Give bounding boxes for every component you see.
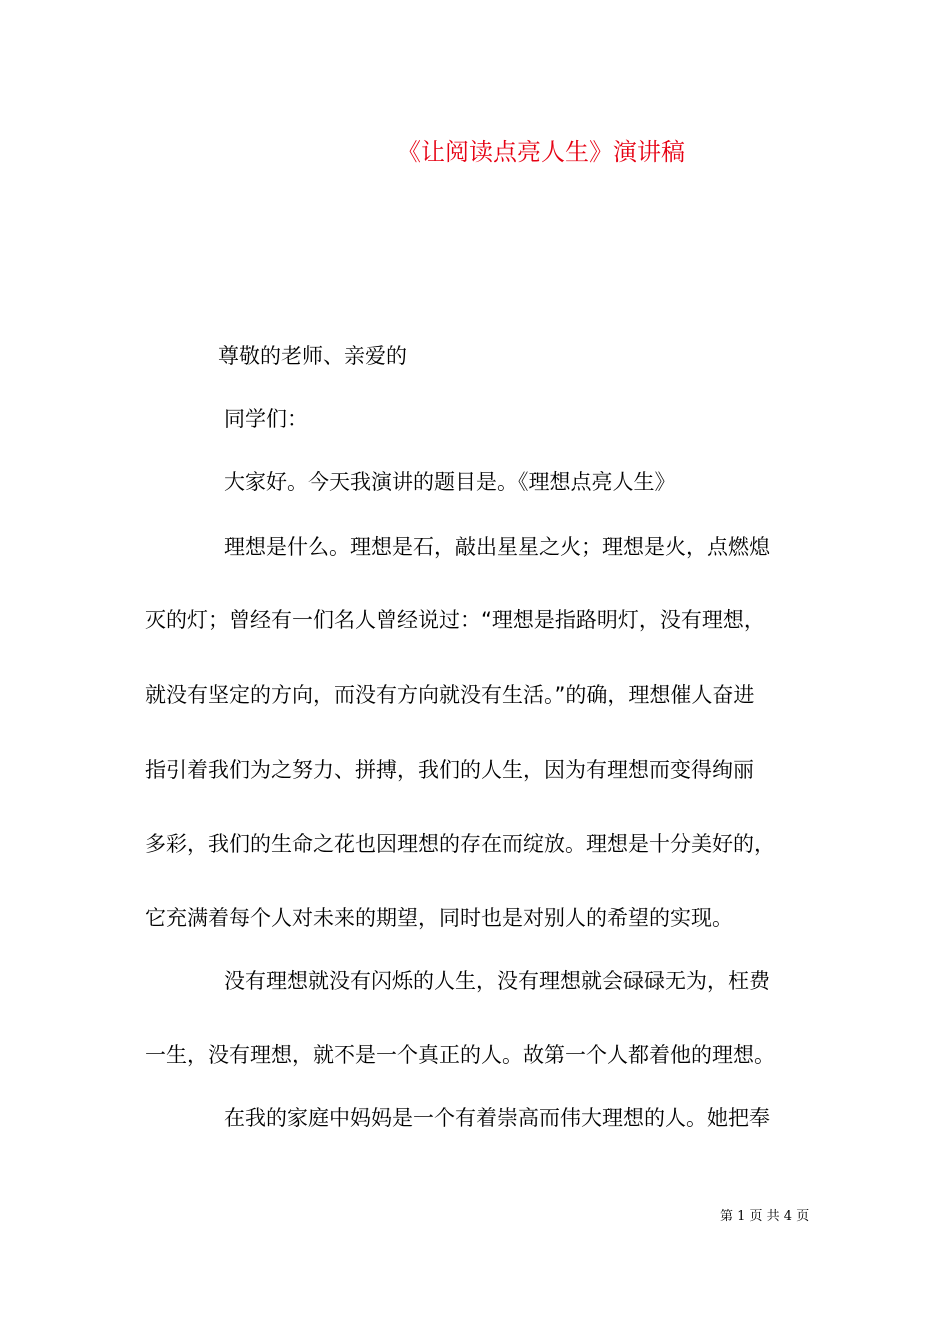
text-line: 灭的灯；曾经有一们名人曾经说过：“理想是指路明灯，没有理想， [145, 608, 765, 632]
document-title: 《让阅读点亮人生》演讲稿 [397, 138, 685, 166]
text-line-salutation-2: 同学们： [224, 407, 308, 431]
text-line-paragraph-3-start: 在我的家庭中妈妈是一个有着崇高而伟大理想的人。她把奉 [224, 1106, 770, 1130]
text-line-salutation-1: 尊敬的老师、亲爱的 [218, 344, 407, 368]
text-line: 一生，没有理想，就不是一个真正的人。故第一个人都着他的理想。 [145, 1043, 775, 1067]
text-line: 指引着我们为之努力、拼搏，我们的人生，因为有理想而变得绚丽 [145, 758, 754, 782]
text-line: 它充满着每个人对未来的期望，同时也是对别人的希望的实现。 [145, 906, 733, 930]
text-line: 就没有坚定的方向，而没有方向就没有生活。”的确，理想催人奋进 [145, 683, 755, 707]
text-line-greeting: 大家好。今天我演讲的题目是。《理想点亮人生》 [224, 470, 676, 494]
text-line-paragraph-2-start: 没有理想就没有闪烁的人生，没有理想就会碌碌无为，枉费 [224, 969, 770, 993]
page-number-footer: 第 1 页 共 4 页 [720, 1209, 810, 1224]
text-line: 多彩，我们的生命之花也因理想的存在而绽放。理想是十分美好的， [145, 832, 775, 856]
text-line-paragraph-1-start: 理想是什么。理想是石，敲出星星之火；理想是火，点燃熄 [224, 535, 770, 559]
